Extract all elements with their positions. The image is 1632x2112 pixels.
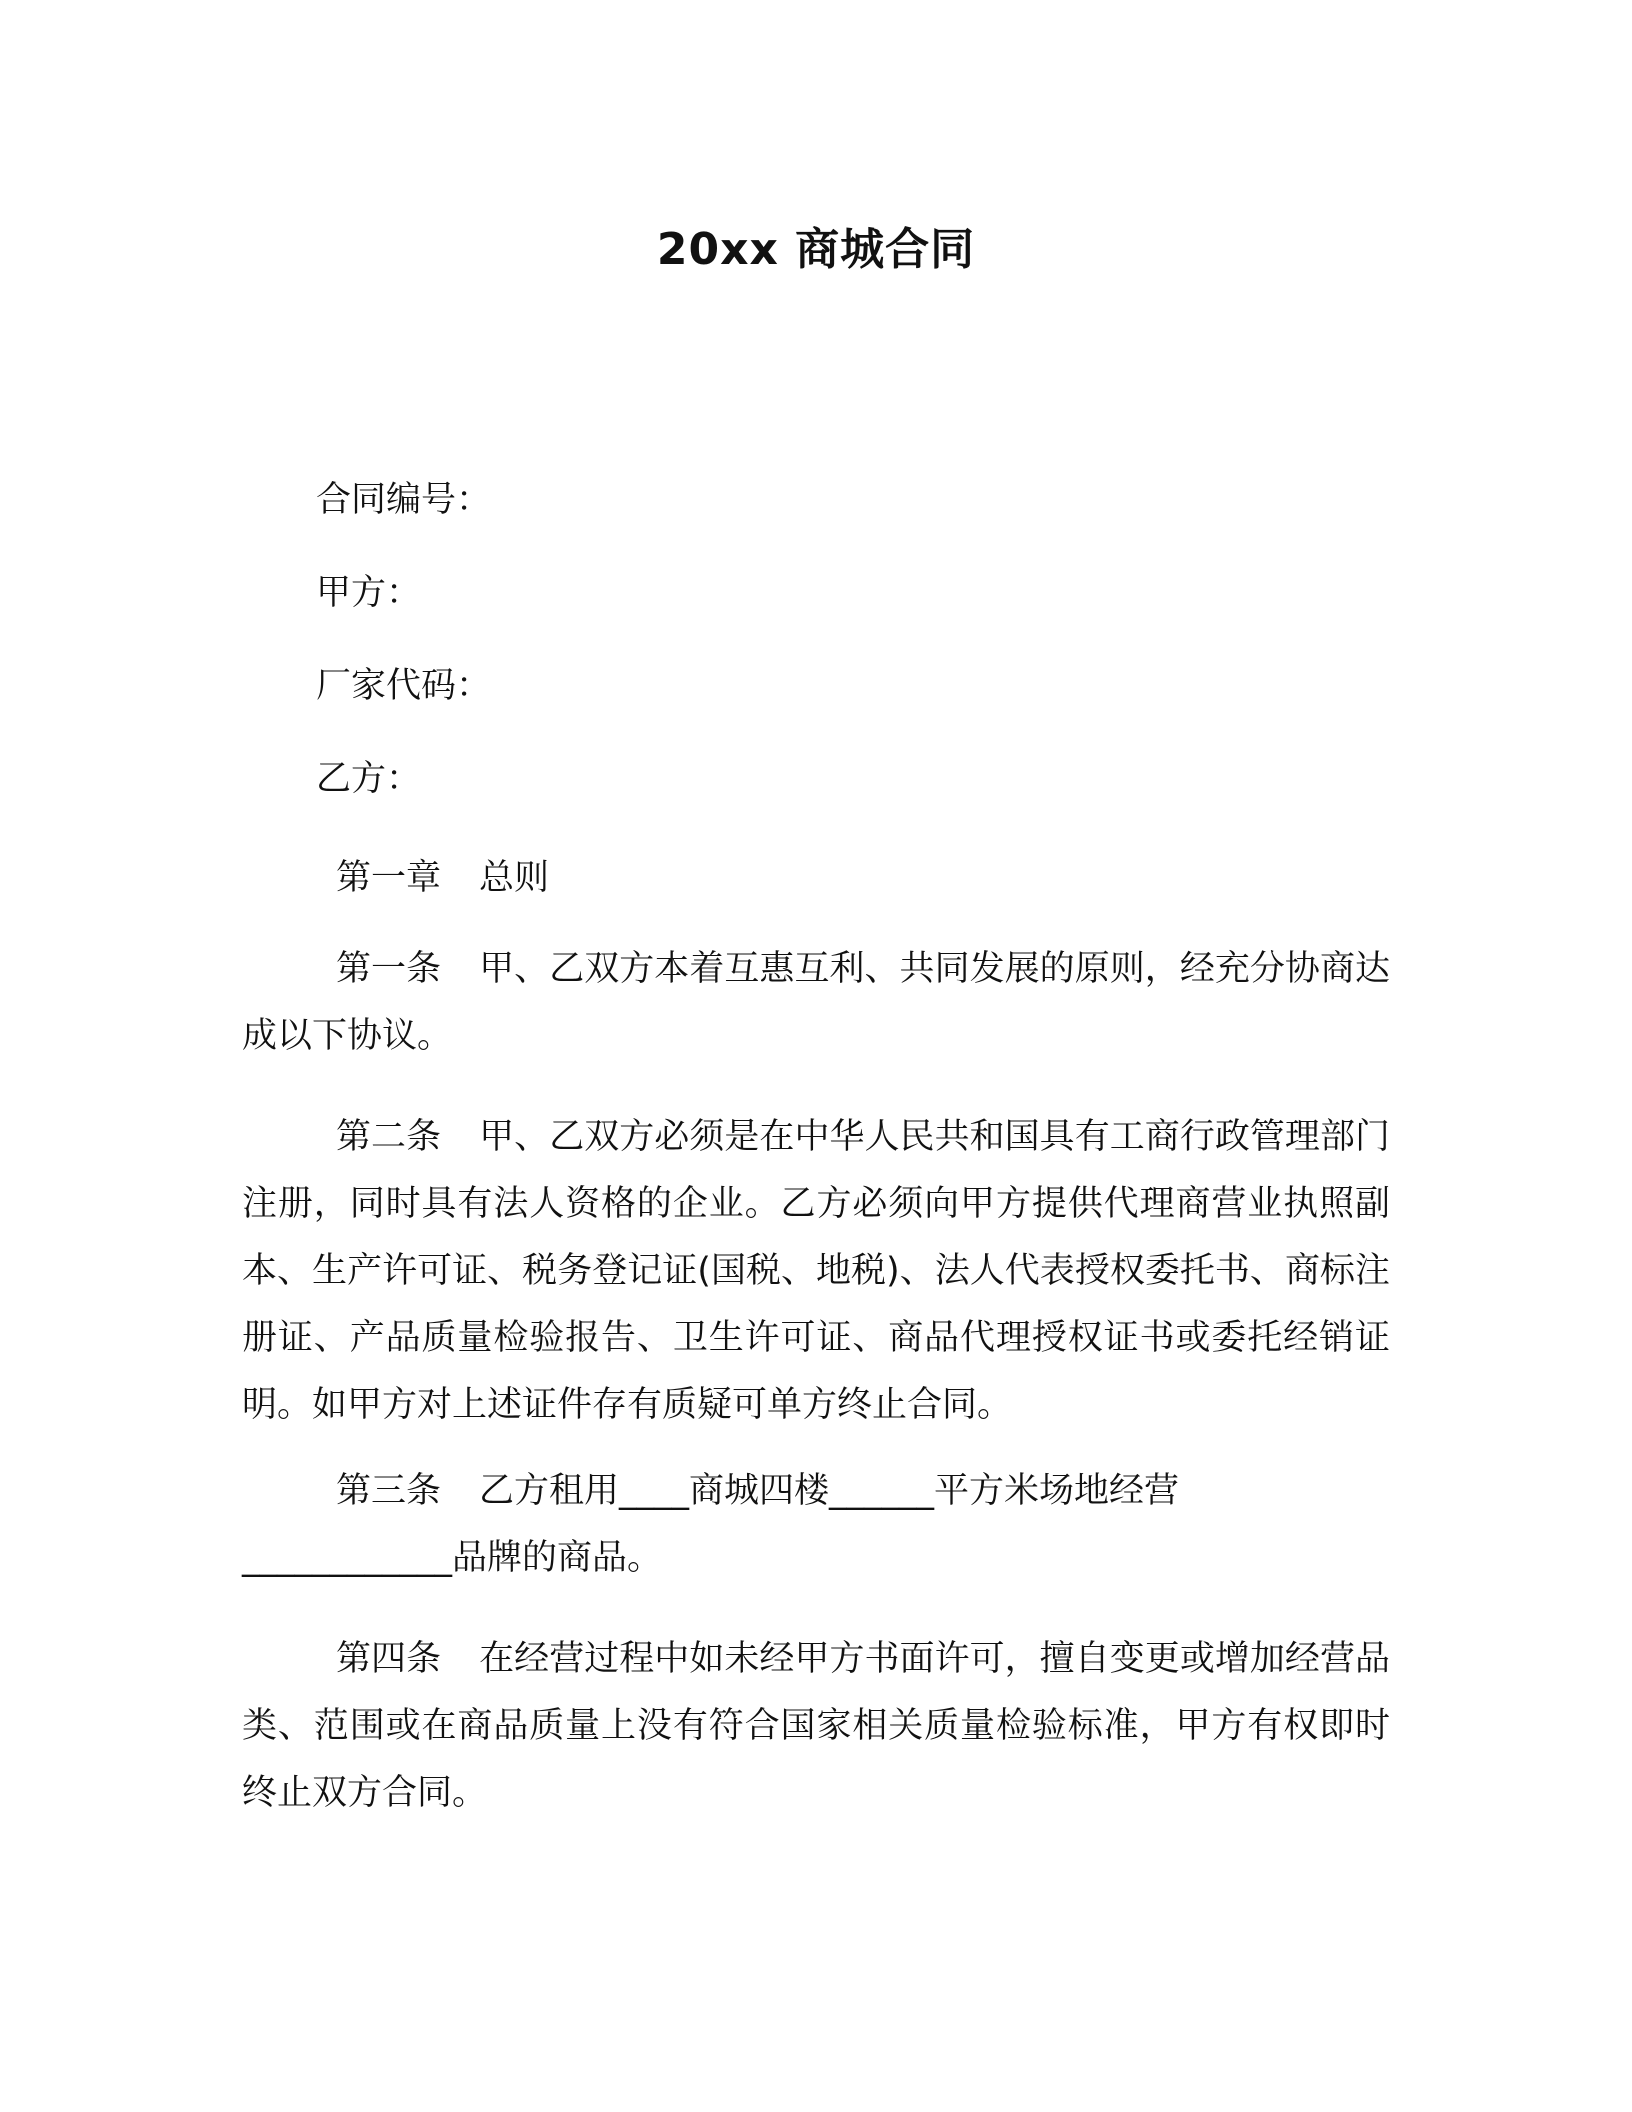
article-number: 第三条 <box>336 1471 442 1511</box>
article-text: 在经营过程中如未经甲方书面许可，擅自变更或增加经营品类、范围或在商品质量上没有符合国家相关质量检验标准，甲方有权即时终止双方合同。 <box>242 1639 1390 1813</box>
article-4 <box>242 1626 1390 1827</box>
article-text: 甲、乙双方必须是在中华人民共和国具有工商行政管理部门注册，同时具有法人资格的企业。乙方必须向甲方提供代理商营业执照副本、生产许可证、税务登记证(国税、地税)、法人代表授权委托书、商标注册证、产品质量检验报告、卫生许可证、商品代理授权证书或委托经销证明。如甲方对上述证件存有质疑可单方终止合同。 <box>242 1117 1390 1425</box>
article-3 <box>242 1458 1390 1592</box>
chapter-name: 总则 <box>479 858 550 898</box>
article-number: 第四条 <box>336 1639 442 1679</box>
chapter-heading <box>336 856 549 900</box>
article-text-continued: ____________品牌的商品。 <box>242 1538 663 1578</box>
party-a-label: 甲方： <box>316 573 422 613</box>
article-text: 乙方租用____商城四楼______平方米场地经营 <box>479 1471 1180 1511</box>
article-2 <box>242 1104 1390 1439</box>
article-number: 第一条 <box>336 949 442 989</box>
document-title: 20xx 商城合同 <box>656 224 976 275</box>
party-b-label: 乙方： <box>316 759 422 799</box>
chapter-number: 第一章 <box>336 858 442 898</box>
article-1 <box>242 936 1390 1070</box>
manufacturer-code-label: 厂家代码： <box>316 666 492 706</box>
article-text: 甲、乙双方本着互惠互利、共同发展的原则，经充分协商达成以下协议。 <box>242 949 1390 1056</box>
contract-number-label: 合同编号： <box>316 480 492 520</box>
article-number: 第二条 <box>336 1117 442 1157</box>
